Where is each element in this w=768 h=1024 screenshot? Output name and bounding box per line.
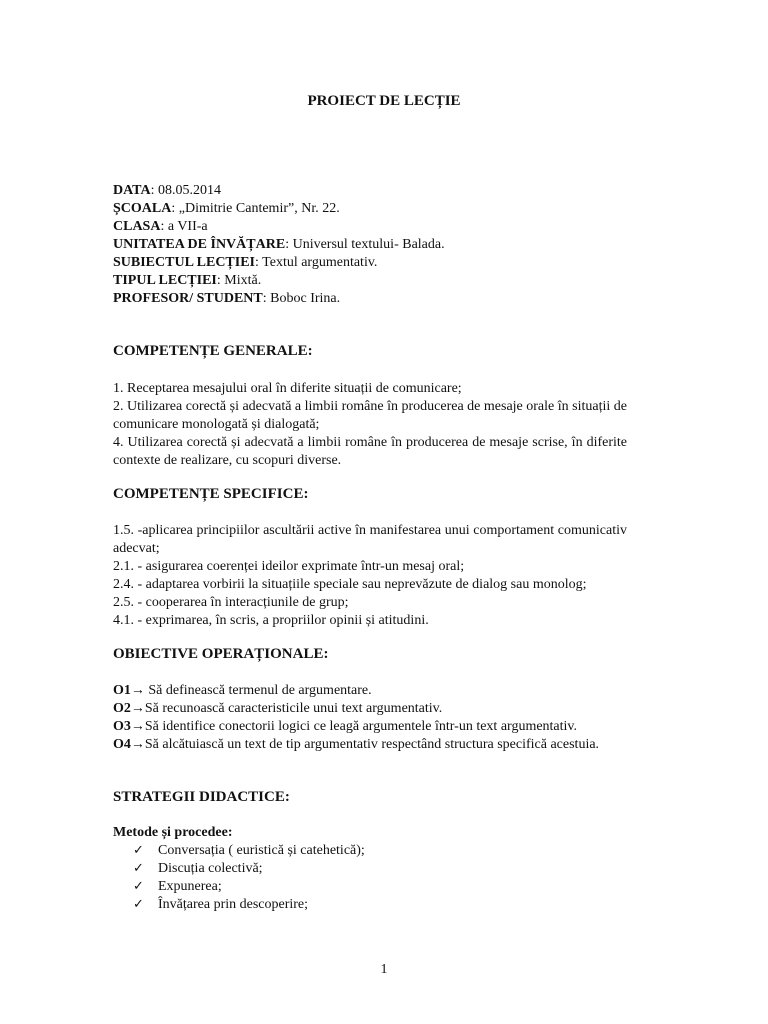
list-item-text: Învățarea prin descoperire; [158,897,309,912]
competente-specifice-list [113,522,627,630]
objective-code: O2 [113,701,131,716]
meta-subject [113,254,627,272]
objective-code: O3 [113,719,131,734]
list-item: 2.4. - adaptarea vorbirii la situațiile speciale sau neprevăzute de dialog sau monolog; [113,577,587,592]
competente-generale-list [113,380,627,470]
objective-text: →Să alcătuiască un text de tip argumentativ respectând structura specifică acestuia. [130,737,600,752]
meta-label: UNITATEA DE ÎNVĂȚARE [113,237,286,252]
list-item-text: Discuția colectivă; [158,861,263,876]
list-item: 2.5. - cooperarea în interacțiunile de grup; [113,595,349,610]
list-item: 2. Utilizarea corectă și adecvată a limbii române în producerea de mesaje orale în situații de comunicare monologată și dialogată; [113,399,627,432]
list-item-text: Expunerea; [158,879,222,894]
meta-class [113,218,627,236]
section-heading-obiective: OBIECTIVE OPERAȚIONALE: [113,646,329,662]
meta-label: TIPUL LECȚIEI [113,273,217,288]
meta-value: : Universul textului- Balada. [285,237,445,252]
list-item [133,878,365,896]
meta-value: : a VII-a [160,219,208,234]
objective-item [113,718,627,736]
objective-text: →Să identifice conectorii logici ce leagă argumentele într-un text argumentativ. [130,719,578,734]
list-item [133,860,365,878]
meta-label: CLASA [113,219,161,234]
meta-value: : „Dimitrie Cantemir”, Nr. 22. [171,201,340,216]
list-item: 1. Receptarea mesajului oral în diferite situații de comunicare; [113,381,462,396]
meta-label: PROFESOR/ STUDENT [113,291,263,306]
document-title: PROIECT DE LECȚIE [307,93,461,109]
list-item: 2.1. - asigurarea coerenței ideilor exprimate într-un mesaj oral; [113,559,465,574]
meta-value: : Textul argumentativ. [255,255,378,270]
checkmark-icon: ✓ [133,879,144,894]
meta-type [113,272,627,290]
methods-list [133,842,365,914]
section-heading-strategii: STRATEGII DIDACTICE: [113,789,290,805]
meta-date [113,182,627,200]
obiective-list [113,682,627,754]
meta-label: ȘCOALA [113,201,172,216]
objective-item [113,736,627,754]
objective-text: → Să definească termenul de argumentare. [130,683,372,698]
meta-teacher [113,290,627,308]
list-item: 4. Utilizarea corectă și adecvată a limbii române în producerea de mesaje scrise, în diferite contexte de realizare, cu scopuri diverse. [113,435,627,468]
list-item [133,896,365,914]
page-number: 1 [380,962,388,977]
objective-text: →Să recunoască caracteristicile unui text argumentativ. [130,701,443,716]
list-item-text: Conversația ( euristică și catehetică); [158,843,365,858]
lesson-meta [113,182,627,308]
objective-item [113,682,627,700]
meta-school [113,200,627,218]
checkmark-icon: ✓ [133,843,144,858]
objective-code: O4 [113,737,131,752]
meta-label: DATA [113,183,151,198]
objective-item [113,700,627,718]
meta-value: : 08.05.2014 [150,183,221,198]
checkmark-icon: ✓ [133,861,144,876]
meta-value: : Mixtă. [216,273,262,288]
list-item: 1.5. -aplicarea principiilor ascultării active în manifestarea unui comportament comunicativ adecvat; [113,523,627,556]
section-heading-competente-generale: COMPETENȚE GENERALE: [113,343,313,359]
objective-code: O1 [113,683,131,698]
list-item [133,842,365,860]
meta-unit [113,236,627,254]
methods-subheading: Metode și procedee: [113,825,233,840]
meta-value: : Boboc Irina. [262,291,341,306]
meta-label: SUBIECTUL LECȚIEI [113,255,256,270]
checkmark-icon: ✓ [133,897,144,912]
section-heading-competente-specifice: COMPETENȚE SPECIFICE: [113,486,309,502]
list-item: 4.1. - exprimarea, în scris, a propriilor opinii și atitudini. [113,613,429,628]
